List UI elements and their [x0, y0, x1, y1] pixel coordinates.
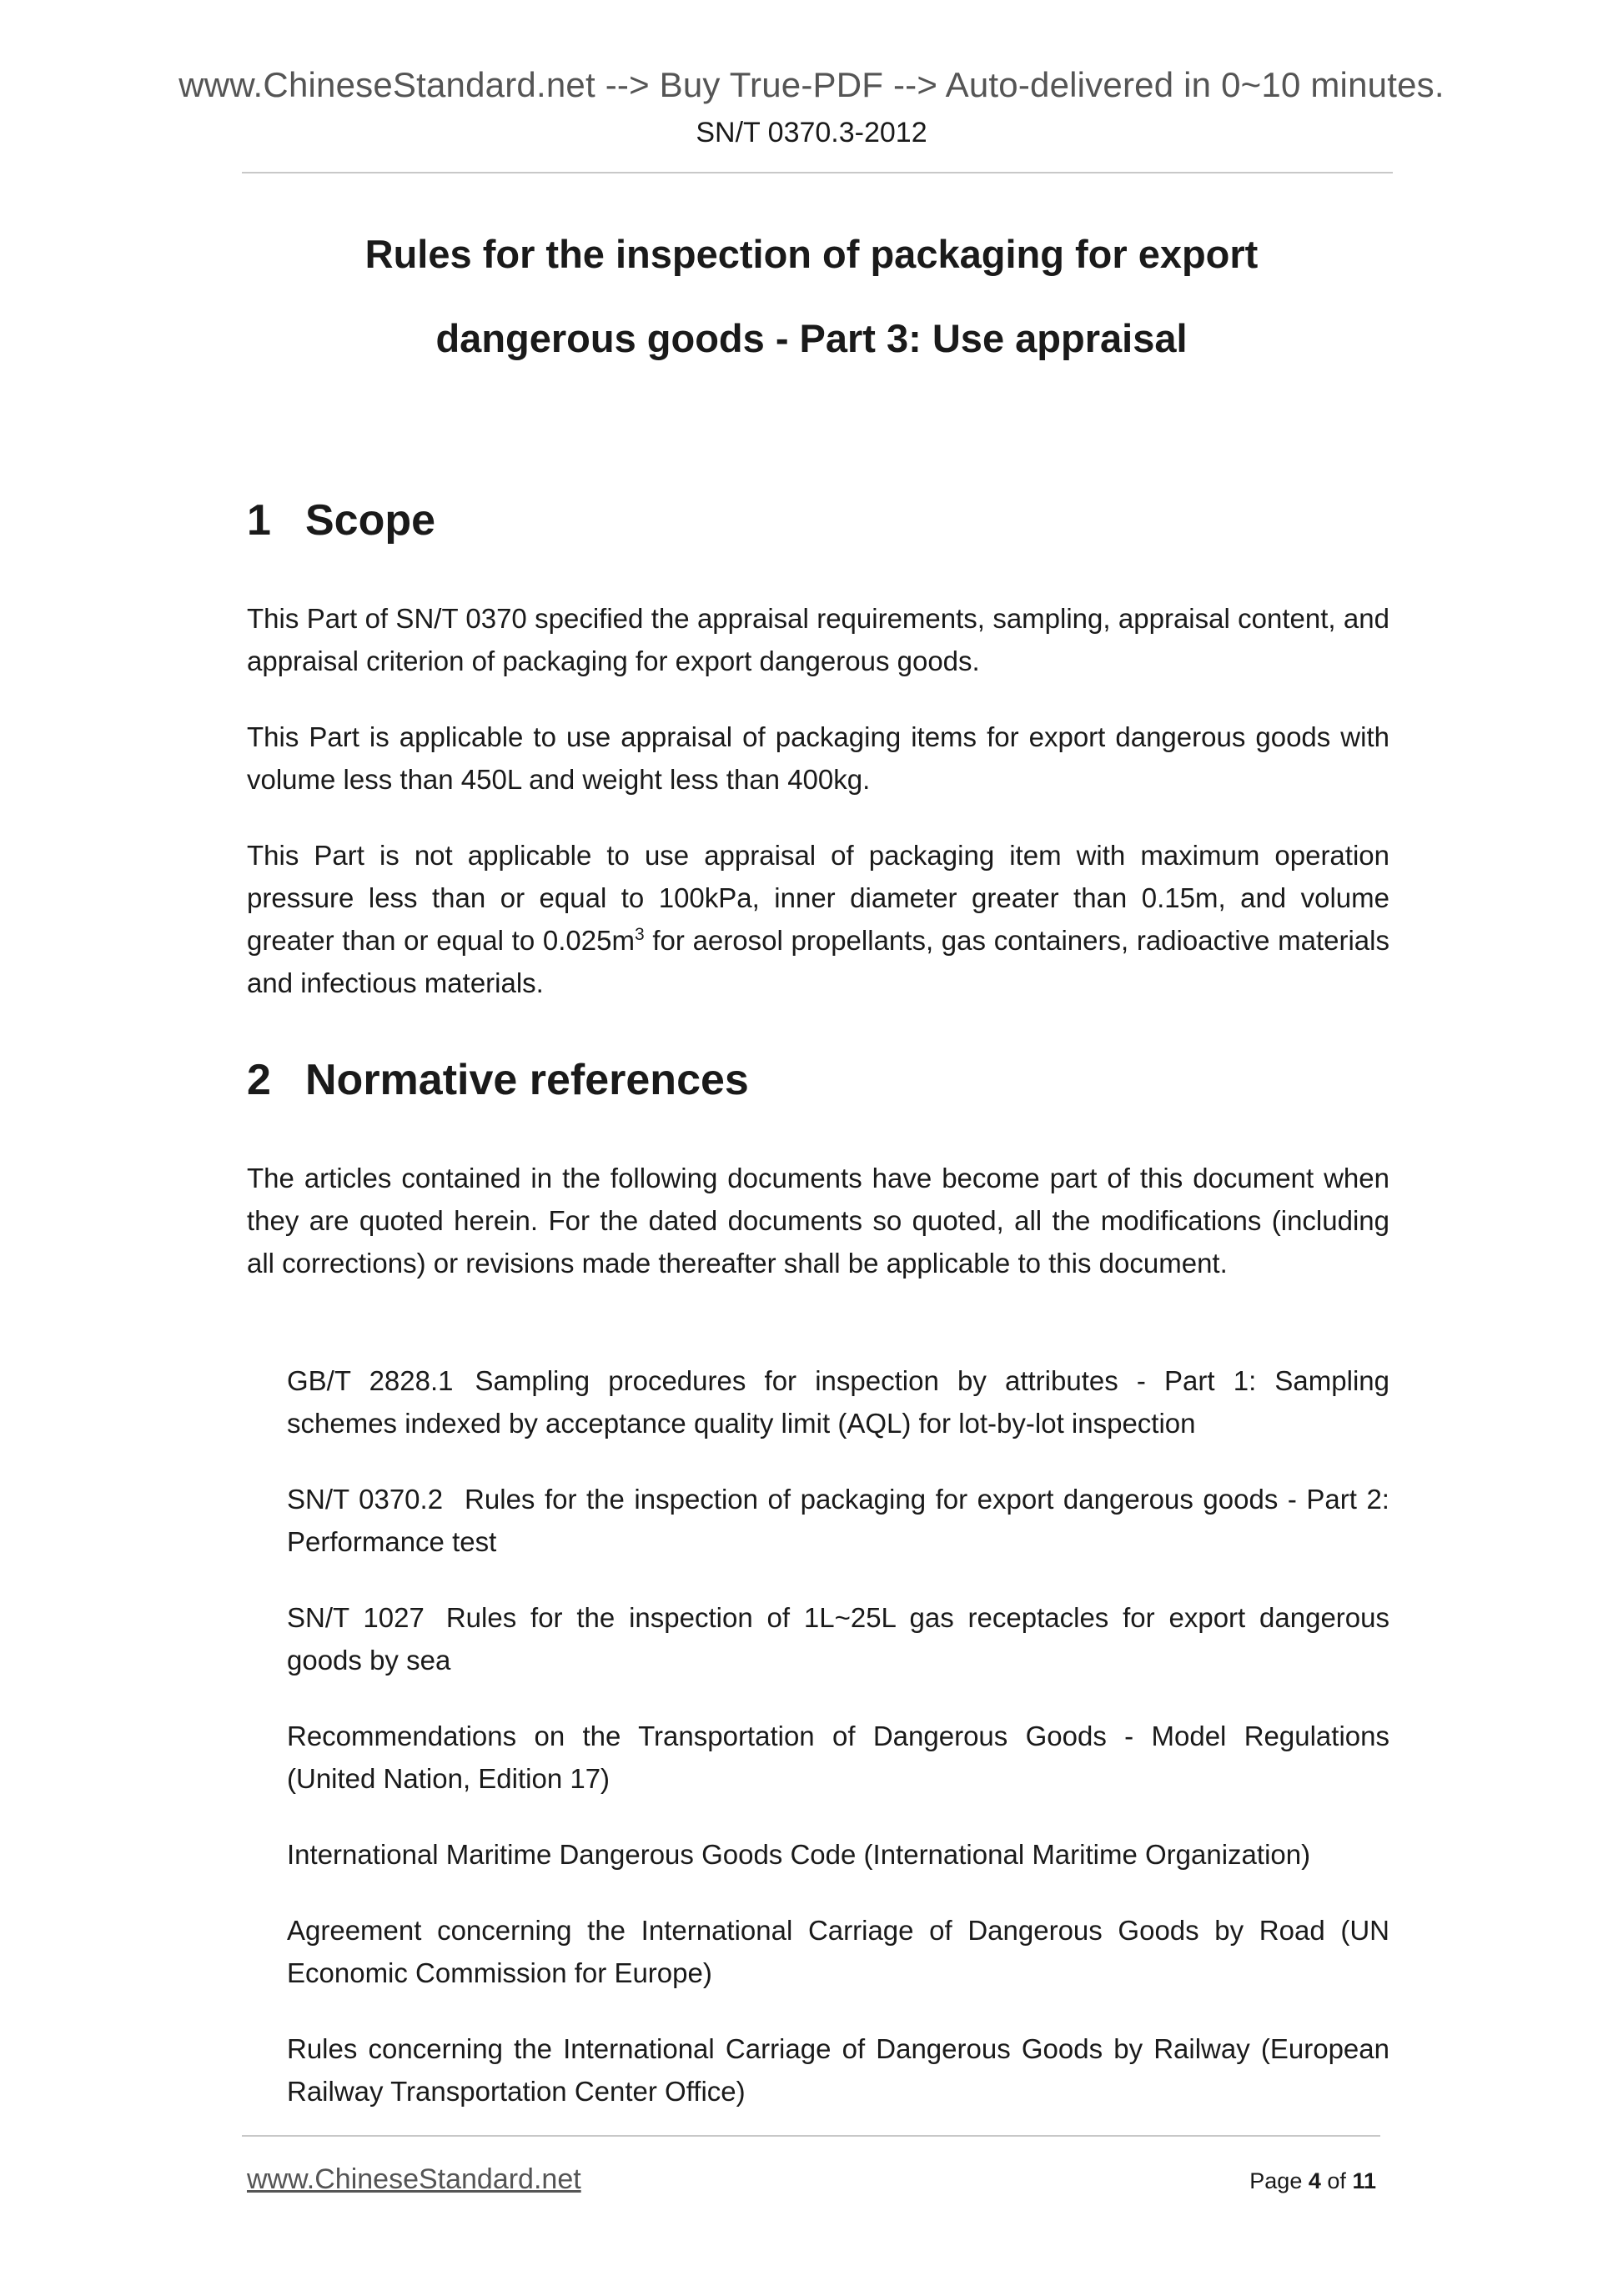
reference-item	[287, 1833, 1389, 1876]
document-title-line-1: Rules for the inspection of packaging for export	[364, 232, 1259, 276]
reference-item	[287, 1478, 1389, 1563]
top-banner: www.ChineseStandard.net --> Buy True-PDF --> Auto-delivered in 0~10 minutes.	[178, 65, 1445, 104]
reference-code: SN/T 0370.2	[287, 1484, 444, 1515]
section-2-heading	[247, 1055, 749, 1105]
normative-intro: The articles contained in the following documents have become part of this document when they are quoted herein. For the dated documents so quoted, all the modifications (including all corrections) or revisions made thereafter shall be applicable to this document.	[247, 1163, 1389, 1279]
reference-code: SN/T 1027	[287, 1602, 425, 1633]
section-1-number: 1	[247, 496, 271, 545]
page-total: 11	[1352, 2168, 1376, 2193]
standard-number: SN/T 0370.3-2012	[696, 117, 927, 148]
reference-code: GB/T 2828.1	[287, 1365, 454, 1396]
scope-paragraph-3-text: This Part is not applicable to use appraisal of packaging item with maximum operation pressure less than or equal to 100kPa, inner diameter greater than 0.15m, and volume greater than or equal to 0.025m	[247, 840, 1389, 956]
scope-paragraph-3	[247, 834, 1389, 1004]
section-2-title: Normative references	[305, 1056, 749, 1104]
section-1-heading	[247, 495, 435, 545]
superscript-3: 3	[634, 925, 645, 944]
page-of: of	[1327, 2168, 1346, 2193]
reference-title: Sampling procedures for inspection by attributes - Part 1: Sampling schemes indexed by acceptance quality limit (AQL) for lot-by-lot inspection	[287, 1365, 1389, 1439]
reference-title: Rules for the inspection of packaging for export dangerous goods - Part 2: Performance test	[287, 1484, 1389, 1557]
reference-item	[287, 2027, 1389, 2113]
footer-divider	[242, 2135, 1380, 2137]
section-2-number: 2	[247, 1056, 271, 1104]
reference-item	[287, 1359, 1389, 1444]
reference-item	[287, 1596, 1389, 1681]
reference-title: Rules for the inspection of 1L~25L gas receptacles for export dangerous goods by sea	[287, 1602, 1389, 1676]
reference-title: Agreement concerning the International Carriage of Dangerous Goods by Road (UN Economic Commission for Europe)	[287, 1915, 1389, 1988]
header-divider	[242, 172, 1393, 173]
page-indicator	[1249, 2168, 1376, 2194]
reference-item	[287, 1909, 1389, 1994]
reference-title: International Maritime Dangerous Goods Code (International Maritime Organization)	[287, 1839, 1311, 1870]
document-title-line-2: dangerous goods - Part 3: Use appraisal	[435, 316, 1188, 360]
section-1-title: Scope	[305, 496, 436, 545]
scope-paragraph-3-tail: for aerosol propellants, gas containers, radioactive materials and infectious materials.	[247, 925, 1389, 998]
scope-paragraph-2: This Part is applicable to use appraisal of packaging items for export dangerous goods with volume less than 450L and weight less than 400kg.	[247, 721, 1389, 795]
page-label: Page	[1249, 2168, 1303, 2193]
reference-title: Recommendations on the Transportation of Dangerous Goods - Model Regulations (United Nation, Edition 17)	[287, 1721, 1389, 1794]
scope-paragraph-1: This Part of SN/T 0370 specified the appraisal requirements, sampling, appraisal content, and appraisal criterion of packaging for export dangerous goods.	[247, 603, 1389, 676]
reference-title: Rules concerning the International Carriage of Dangerous Goods by Railway (European Railway Transportation Center Office)	[287, 2033, 1389, 2107]
footer-site-link[interactable]: www.ChineseStandard.net	[247, 2163, 581, 2195]
page-current: 4	[1308, 2168, 1321, 2193]
reference-item	[287, 1715, 1389, 1800]
